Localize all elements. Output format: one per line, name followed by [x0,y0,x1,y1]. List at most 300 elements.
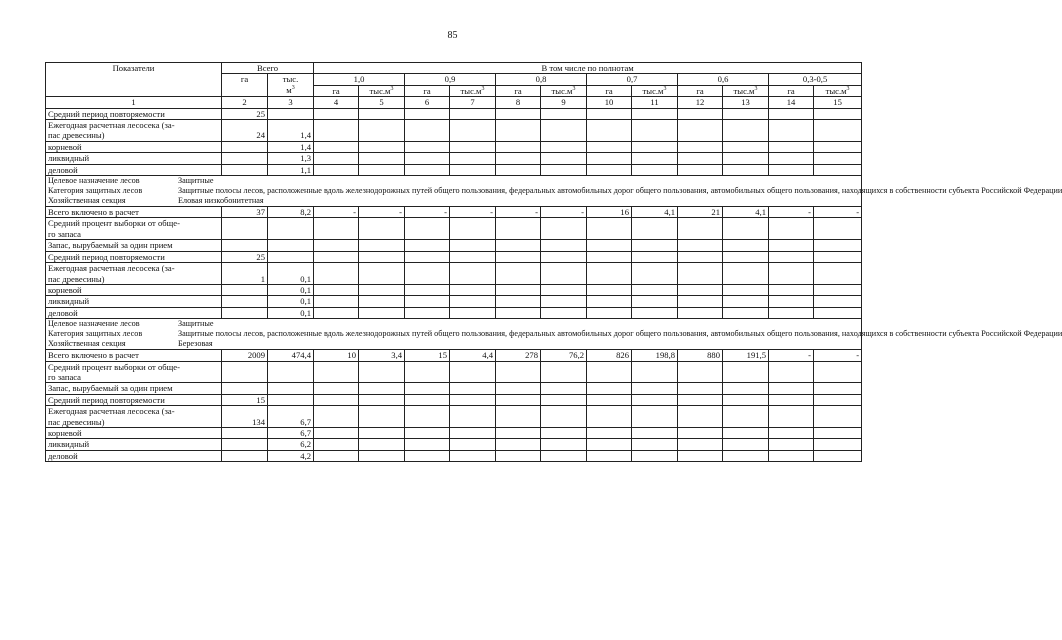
column-number: 13 [723,97,769,108]
density-cell [359,307,405,318]
density-cell [587,240,632,251]
density-cell [405,284,450,295]
density-cell [314,383,359,394]
density-cell [314,296,359,307]
density-cell [541,141,587,152]
total-ha-header: га [222,74,268,97]
density-cell [541,361,587,383]
unit-ha: га [314,85,359,96]
total-volume-cell: 1,3 [268,153,314,164]
density-cell [405,450,450,461]
table-row [46,284,862,295]
density-0-8: 0,8 [496,74,587,85]
density-cell [678,383,723,394]
density-cell [541,263,587,285]
density-cell [678,240,723,251]
density-cell [496,307,541,318]
density-cell [450,450,496,461]
unit-ha: га [405,85,450,96]
column-number: 6 [405,97,450,108]
total-volume-cell: 1,4 [268,141,314,152]
density-cell: 4,1 [723,207,769,218]
density-cell [314,120,359,142]
density-cell [769,164,814,175]
density-cell [814,164,862,175]
density-cell [450,284,496,295]
density-cell [678,427,723,438]
section-note-row [46,319,862,350]
table-row [46,263,862,285]
column-numbers-row [46,97,862,108]
section-note-grid [48,176,1062,206]
density-cell [632,141,678,152]
density-cell [314,394,359,405]
table-row [46,394,862,405]
density-cell [587,406,632,428]
density-cell [496,439,541,450]
density-cell [359,450,405,461]
density-cell: - [359,207,405,218]
density-cell [450,251,496,262]
row-label: Средний период повторяемости [46,394,222,405]
density-cell [678,153,723,164]
density-cell [587,141,632,152]
row-label: деловой [46,307,222,318]
purpose-value: Защитные [178,319,214,329]
density-cell [587,307,632,318]
density-cell [541,394,587,405]
page-number: 85 [447,30,458,41]
density-cell [723,361,769,383]
density-cell [632,284,678,295]
density-cell [632,263,678,285]
total-ha-cell: 15 [222,394,268,405]
category-value: Защитные полосы лесов, расположенные вдоль железнодорожных путей общего пользования, федеральных автомобильных дорог общего пользования, автомобильных общего пользования, находящихся в собственности субъекта Российской Федерации [178,329,1062,339]
density-cell [723,263,769,285]
row-label: Всего включено в расчет [46,207,222,218]
density-cell [678,120,723,142]
density-cell [405,218,450,240]
density-cell [632,361,678,383]
density-cell [587,263,632,285]
density-cell [496,153,541,164]
density-cell: 826 [587,350,632,361]
density-cell [678,108,723,119]
density-cell [450,263,496,285]
total-header: Всего [222,63,314,74]
density-cell [587,450,632,461]
table-row [46,153,862,164]
density-cell [814,406,862,428]
unit-thous-m3: $тыс.м^3$ [632,85,678,96]
density-cell [496,218,541,240]
column-number: 11 [632,97,678,108]
table-row [46,427,862,438]
density-cell [405,141,450,152]
density-cell [587,284,632,295]
density-cell [723,153,769,164]
density-0-7: 0,7 [587,74,678,85]
total-ha-cell [222,427,268,438]
table-row [46,361,862,383]
table-row [46,450,862,461]
total-ha-cell [222,383,268,394]
density-cell [587,164,632,175]
density-cell [587,394,632,405]
density-cell [678,218,723,240]
section-label: Хозяйственная секция [48,339,126,349]
density-cell [359,120,405,142]
total-ha-cell [222,296,268,307]
density-cell [678,394,723,405]
density-cell [314,251,359,262]
header-row-1 [46,63,862,74]
density-cell [496,240,541,251]
density-cell [769,240,814,251]
density-cell [314,406,359,428]
density-cell [814,427,862,438]
density-cell [359,164,405,175]
density-cell [496,108,541,119]
density-cell [587,361,632,383]
column-number: 5 [359,97,405,108]
table-row [46,240,862,251]
density-cell [632,240,678,251]
density-cell [405,439,450,450]
row-label: корневой [46,427,222,438]
unit-ha: га [587,85,632,96]
density-cell [769,263,814,285]
total-ha-cell: 24 [222,120,268,142]
total-volume-cell: 1,4 [268,120,314,142]
column-number: 14 [769,97,814,108]
density-cell: 10 [314,350,359,361]
density-cell [496,263,541,285]
density-cell [541,251,587,262]
table-row [46,296,862,307]
total-ha-cell [222,218,268,240]
density-cell [769,406,814,428]
density-cell [541,240,587,251]
density-cell [769,141,814,152]
section-note-grid [48,319,1062,349]
density-cell [314,284,359,295]
total-volume-cell: 0,1 [268,263,314,285]
density-cell [678,406,723,428]
density-cell [769,251,814,262]
density-cell: 278 [496,350,541,361]
density-cell: - [814,350,862,361]
density-cell [723,284,769,295]
density-cell [632,394,678,405]
total-ha-cell: 1 [222,263,268,285]
total-volume-cell: 0,1 [268,307,314,318]
category-label: Категория защитных лесов [48,186,143,196]
density-cell [405,406,450,428]
total-ha-cell [222,153,268,164]
unit-thous-m3: $тыс.м^3$ [450,85,496,96]
unit-thous-m3: $тыс.м^3$ [541,85,587,96]
density-cell [723,450,769,461]
density-cell [587,218,632,240]
column-number: 1 [46,97,222,108]
total-volume-cell: 8,2 [268,207,314,218]
density-cell [769,450,814,461]
total-ha-cell: 25 [222,251,268,262]
density-cell [359,108,405,119]
total-ha-cell [222,284,268,295]
density-cell [450,383,496,394]
forest-table [45,62,1062,462]
density-cell [541,427,587,438]
density-cell [405,120,450,142]
density-cell [314,108,359,119]
density-cell [450,164,496,175]
density-cell [723,307,769,318]
density-cell [678,450,723,461]
density-cell [359,439,405,450]
density-cell: - [405,207,450,218]
total-volume-cell: 0,1 [268,296,314,307]
density-cell [496,427,541,438]
density-cell: 15 [405,350,450,361]
row-label: корневой [46,141,222,152]
density-cell [359,153,405,164]
density-cell [359,394,405,405]
density-cell [814,108,862,119]
column-number: 2 [222,97,268,108]
total-ha-cell [222,439,268,450]
density-cell [405,361,450,383]
density-cell [769,439,814,450]
density-cell [541,406,587,428]
density-cell [632,108,678,119]
density-cell [359,361,405,383]
density-cell: 76,2 [541,350,587,361]
density-cell: 191,5 [723,350,769,361]
density-cell: - [496,207,541,218]
density-cell [450,427,496,438]
density-cell [814,263,862,285]
density-cell [314,427,359,438]
total-volume-cell [268,251,314,262]
table-row [46,141,862,152]
total-volume-cell: 6,7 [268,427,314,438]
density-cell [587,251,632,262]
section-note [46,319,1062,350]
section-note [46,176,1062,207]
density-cell [541,153,587,164]
unit-thous-m3: $тыс.м^3$ [359,85,405,96]
density-cell [814,153,862,164]
density-cell [814,361,862,383]
total-volume-cell [268,394,314,405]
density-cell [632,164,678,175]
table-row [46,120,862,142]
density-cell [541,307,587,318]
density-cell [723,218,769,240]
total-volume-cell: 1,1 [268,164,314,175]
density-cell [632,427,678,438]
density-cell [314,141,359,152]
density-cell [496,296,541,307]
density-cell [359,406,405,428]
total-volume-cell: 4,2 [268,450,314,461]
density-cell [632,120,678,142]
density-cell [450,108,496,119]
density-cell [405,296,450,307]
density-cell [723,439,769,450]
density-cell [587,439,632,450]
density-cell [450,296,496,307]
density-cell [814,141,862,152]
density-cell: 880 [678,350,723,361]
density-cell [723,120,769,142]
density-cell [769,361,814,383]
density-cell [496,120,541,142]
unit-ha: га [678,85,723,96]
row-label: Средний период повторяемости [46,108,222,119]
table-row [46,218,862,240]
density-cell [678,307,723,318]
density-cell [359,263,405,285]
density-cell: - [541,207,587,218]
density-cell [314,307,359,318]
density-cell [359,296,405,307]
density-cell [314,450,359,461]
unit-ha: га [496,85,541,96]
density-cell [359,284,405,295]
density-cell: 198,8 [632,350,678,361]
indicators-header: Показатели [46,63,222,97]
table-row [46,350,862,361]
row-label: Средний процент выборки от обще- го запаса [46,218,222,240]
column-number: 7 [450,97,496,108]
density-cell [496,164,541,175]
density-cell [723,240,769,251]
total-ha-cell [222,307,268,318]
density-cell [450,406,496,428]
row-label: Запас, вырубаемый за один прием [46,240,222,251]
density-cell [450,394,496,405]
density-cell [359,383,405,394]
density-cell [814,296,862,307]
density-cell [769,120,814,142]
total-ha-cell [222,361,268,383]
row-label: ликвидный [46,439,222,450]
density-cell: - [314,207,359,218]
density-cell [769,307,814,318]
column-number: 4 [314,97,359,108]
row-label: ликвидный [46,296,222,307]
density-cell [632,296,678,307]
density-cell [632,439,678,450]
density-cell [405,427,450,438]
density-cell: - [450,207,496,218]
density-cell [450,361,496,383]
density-cell [450,439,496,450]
row-label: деловой [46,450,222,461]
density-cell [314,153,359,164]
density-cell [587,120,632,142]
density-cell [587,153,632,164]
unit-ha: га [769,85,814,96]
total-volume-cell: 6,2 [268,439,314,450]
table-row [46,383,862,394]
column-number: 8 [496,97,541,108]
density-cell [632,450,678,461]
density-cell [450,120,496,142]
density-cell [541,296,587,307]
row-label: деловой [46,164,222,175]
density-cell [769,296,814,307]
density-cell [359,218,405,240]
density-cell [769,394,814,405]
density-cell [678,164,723,175]
density-cell [678,361,723,383]
density-cell [632,251,678,262]
density-cell [359,141,405,152]
total-ha-cell: 2009 [222,350,268,361]
table-row [46,108,862,119]
density-cell [678,251,723,262]
row-label: Средний период повторяемости [46,251,222,262]
density-cell: - [769,350,814,361]
density-cell [632,383,678,394]
density-cell [541,218,587,240]
density-cell [723,383,769,394]
table-row [46,164,862,175]
density-cell [359,251,405,262]
total-volume-cell: 0,1 [268,284,314,295]
density-cell [769,108,814,119]
density-cell [496,361,541,383]
density-cell [314,164,359,175]
density-cell: 4,1 [632,207,678,218]
table-row [46,207,862,218]
table-row [46,439,862,450]
total-volume-cell [268,383,314,394]
row-label: ликвидный [46,153,222,164]
density-cell [814,120,862,142]
column-number: 9 [541,97,587,108]
density-cell [632,153,678,164]
column-number: 3 [268,97,314,108]
total-ha-cell [222,450,268,461]
table-row [46,406,862,428]
density-cell [405,153,450,164]
density-cell [450,153,496,164]
density-cell [450,307,496,318]
column-number: 15 [814,97,862,108]
density-cell [769,153,814,164]
section-value: Еловая низкобонитетная [178,196,264,206]
by-density-header: В том числе по полнотам [314,63,862,74]
density-cell [541,164,587,175]
density-cell [450,141,496,152]
density-0-6: 0,6 [678,74,769,85]
density-cell [769,218,814,240]
density-1-0: 1,0 [314,74,405,85]
total-volume-cell: 474,4 [268,350,314,361]
density-cell [769,383,814,394]
density-cell [678,263,723,285]
density-cell [723,427,769,438]
density-cell [405,251,450,262]
density-cell [587,108,632,119]
density-cell [314,361,359,383]
density-cell [450,218,496,240]
